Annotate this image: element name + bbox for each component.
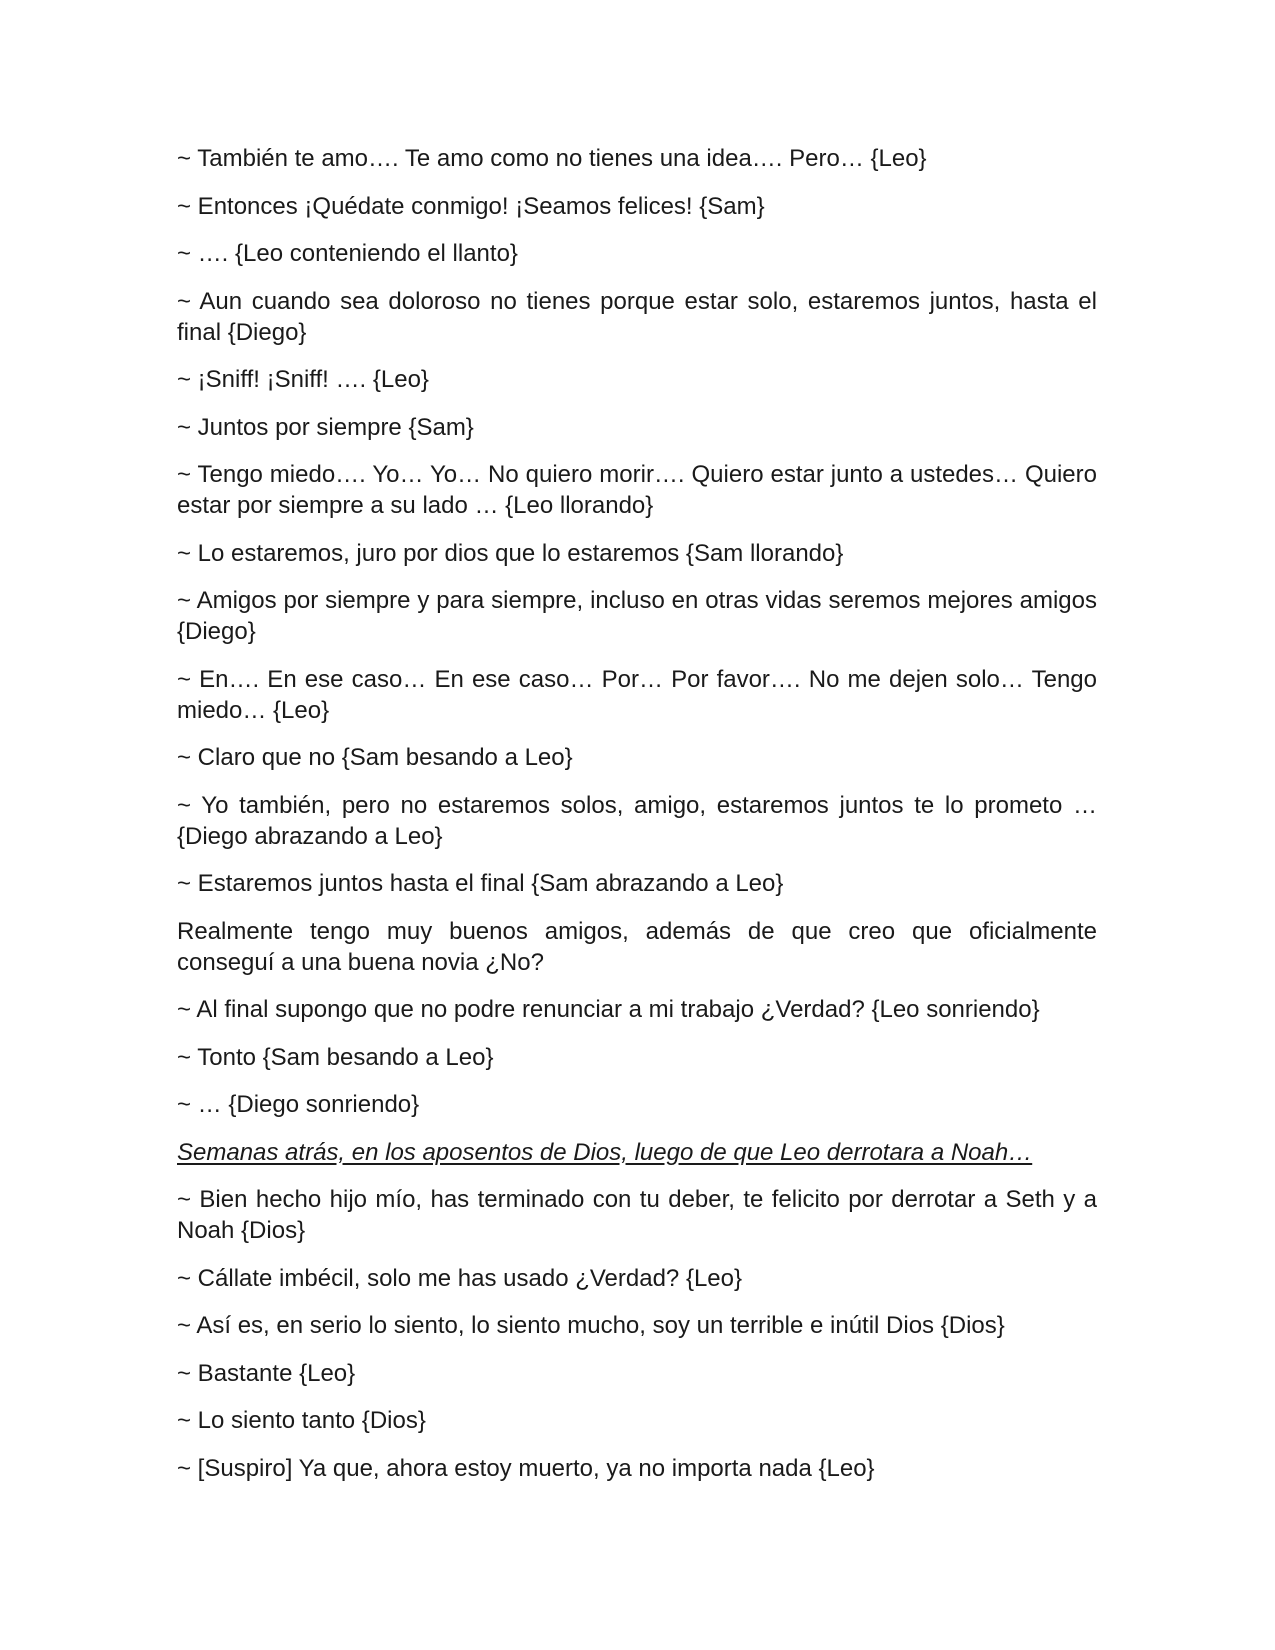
dialogue-line: ~ Aun cuando sea doloroso no tienes porque estar solo, estaremos juntos, hasta el final {Diego}	[177, 287, 1097, 346]
dialogue-line: ~ [Suspiro] Ya que, ahora estoy muerto, ya no importa nada {Leo}	[177, 1454, 875, 1482]
dialogue-line: ~ Cállate imbécil, solo me has usado ¿Verdad? {Leo}	[177, 1264, 743, 1292]
narration-paragraph: Realmente tengo muy buenos amigos, además de que creo que oficialmente conseguí a una buena novia ¿No?	[177, 917, 1097, 976]
document-page	[177, 143, 1097, 1500]
dialogue-line: ~ Lo siento tanto {Dios}	[177, 1407, 426, 1434]
dialogue-line: ~ Lo estaremos, juro por dios que lo estaremos {Sam llorando}	[177, 539, 844, 567]
dialogue-line: ~ Entonces ¡Quédate conmigo! ¡Seamos felices! {Sam}	[177, 192, 765, 220]
dialogue-line: ~ Estaremos juntos hasta el final {Sam abrazando a Leo}	[177, 870, 784, 897]
dialogue-line: ~ … {Diego sonriendo}	[177, 1091, 420, 1118]
dialogue-line: ~ Tengo miedo…. Yo… Yo… No quiero morir…. Quiero estar junto a ustedes… Quiero estar por siempre a su lado … {Leo llorando}	[177, 461, 1097, 519]
dialogue-line: ~ Amigos por siempre y para siempre, incluso en otras vidas seremos mejores amigos {Diego}	[177, 587, 1097, 645]
dialogue-line: ~ En…. En ese caso… En ese caso… Por… Por favor…. No me dejen solo… Tengo miedo… {Leo}	[177, 665, 1097, 724]
dialogue-line: ~ También te amo…. Te amo como no tienes una idea…. Pero… {Leo}	[177, 145, 927, 172]
dialogue-line: ~ Al final supongo que no podre renunciar a mi trabajo ¿Verdad? {Leo sonriendo}	[177, 996, 1040, 1023]
dialogue-line: ~ ¡Sniff! ¡Sniff! …. {Leo}	[177, 366, 429, 393]
scene-heading: Semanas atrás, en los aposentos de Dios, luego de que Leo derrotara a Noah…	[177, 1138, 1033, 1166]
dialogue-line: ~ Claro que no {Sam besando a Leo}	[177, 744, 573, 771]
dialogue-line: ~ Bastante {Leo}	[177, 1359, 356, 1387]
dialogue-line: ~ Yo también, pero no estaremos solos, amigo, estaremos juntos te lo prometo … {Diego abrazando a Leo}	[177, 791, 1097, 850]
dialogue-line: ~ …. {Leo conteniendo el llanto}	[177, 240, 518, 267]
dialogue-line: ~ Juntos por siempre {Sam}	[177, 413, 474, 441]
dialogue-line: ~ Así es, en serio lo siento, lo siento mucho, soy un terrible e inútil Dios {Dios}	[177, 1312, 1005, 1339]
dialogue-line: ~ Tonto {Sam besando a Leo}	[177, 1043, 494, 1071]
dialogue-line: ~ Bien hecho hijo mío, has terminado con tu deber, te felicito por derrotar a Seth y a Noah {Dios}	[177, 1186, 1097, 1244]
